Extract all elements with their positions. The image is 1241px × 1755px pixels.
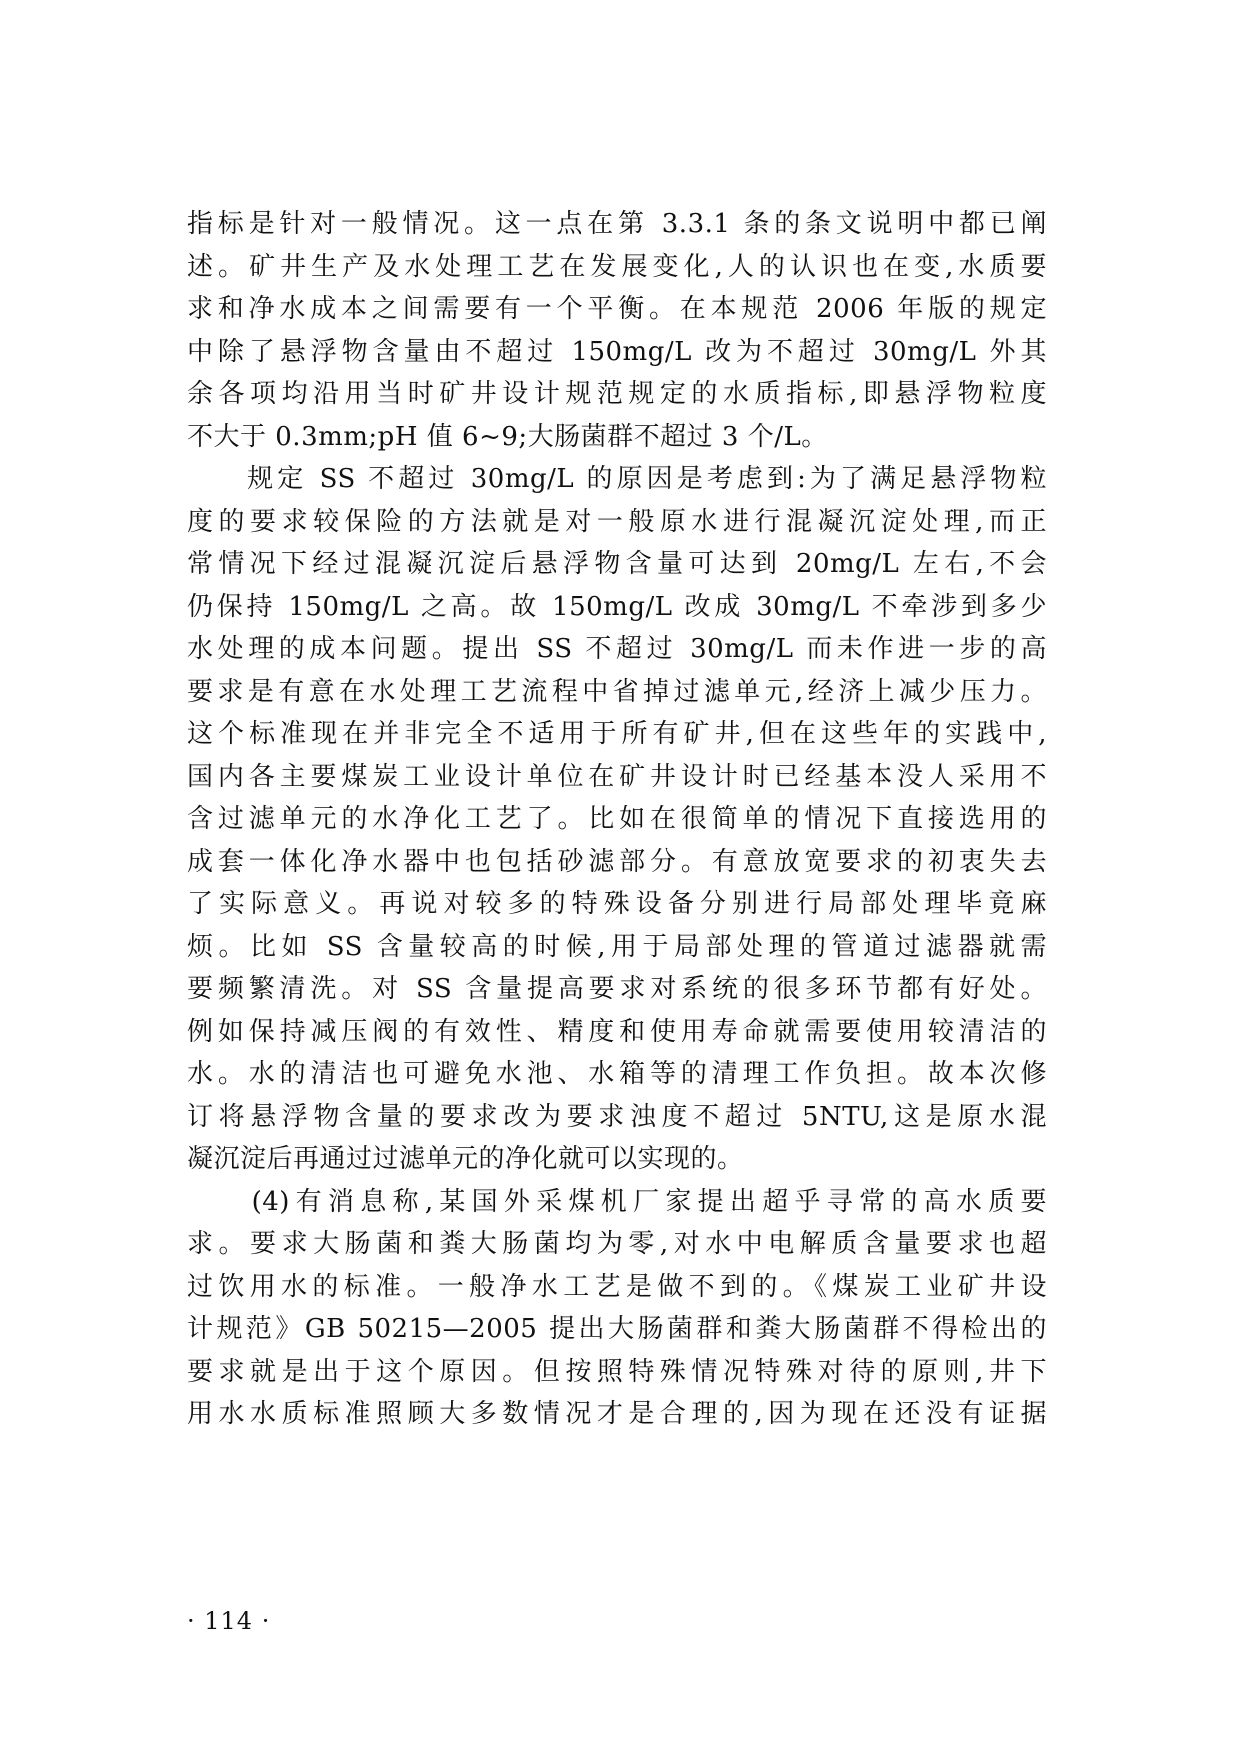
- text-line-1: 指标是针对一般情况。这一点在第 3.3.1 条的条文说明中都已阐: [187, 209, 1047, 239]
- text-line-15: 含过滤单元的水净化工艺了。比如在很简单的情况下直接选用的: [187, 804, 1047, 834]
- text-line-22: 订将悬浮物含量的要求改为要求浊度不超过 5NTU,这是原水混: [187, 1101, 1047, 1132]
- text-line-24: (4)有消息称,某国外采煤机厂家提出超乎寻常的高水质要: [187, 1186, 1047, 1217]
- text-line-27: 计规范》GB 50215—2005 提出大肠菌群和粪大肠菌群不得检出的: [187, 1314, 1047, 1344]
- text-line-11: 水处理的成本问题。提出 SS 不超过 30mg/L 而未作进一步的高: [187, 634, 1047, 664]
- text-line-3: 求和净水成本之间需要有一个平衡。在本规范 2006 年版的规定: [187, 294, 1047, 324]
- text-line-16: 成套一体化净水器中也包括砂滤部分。有意放宽要求的初衷失去: [187, 846, 1047, 877]
- text-line-6: 不大于 0.3mm;pH 值 6~9;大肠菌群不超过 3 个/L。: [187, 421, 828, 452]
- text-line-12: 要求是有意在水处理工艺流程中省掉过滤单元,经济上减少压力。: [187, 676, 1047, 707]
- text-line-28: 要求就是出于这个原因。但按照特殊情况特殊对待的原则,井下: [187, 1356, 1047, 1387]
- text-line-19: 要频繁清洗。对 SS 含量提高要求对系统的很多环节都有好处。: [187, 974, 1047, 1004]
- text-line-23: 凝沉淀后再通过过滤单元的净化就可以实现的。: [187, 1144, 744, 1174]
- text-line-14: 国内各主要煤炭工业设计单位在矿井设计时已经基本没人采用不: [187, 761, 1047, 792]
- text-line-10: 仍保持 150mg/L 之高。故 150mg/L 改成 30mg/L 不牵涉到多少: [187, 591, 1047, 622]
- text-line-8: 度的要求较保险的方法就是对一般原水进行混凝沉淀处理,而正: [187, 506, 1047, 537]
- text-line-18: 烦。比如 SS 含量较高的时候,用于局部处理的管道过滤器就需: [187, 931, 1047, 962]
- text-line-26: 过饮用水的标准。一般净水工艺是做不到的。《煤炭工业矿井设: [187, 1271, 1047, 1302]
- text-line-25: 求。要求大肠菌和粪大肠菌均为零,对水中电解质含量要求也超: [187, 1229, 1047, 1259]
- text-line-2: 述。矿井生产及水处理工艺在发展变化,人的认识也在变,水质要: [187, 251, 1047, 282]
- text-line-13: 这个标准现在并非完全不适用于所有矿井,但在这些年的实践中,: [187, 719, 1047, 749]
- text-line-7: 规定 SS 不超过 30mg/L 的原因是考虑到:为了满足悬浮物粒: [187, 464, 1047, 494]
- page-number: · 114 ·: [187, 1607, 271, 1635]
- text-line-5: 余各项均沿用当时矿井设计规范规定的水质指标,即悬浮物粒度: [187, 379, 1047, 409]
- text-line-9: 常情况下经过混凝沉淀后悬浮物含量可达到 20mg/L 左右,不会: [187, 549, 1047, 579]
- text-line-20: 例如保持减压阀的有效性、精度和使用寿命就需要使用较清洁的: [187, 1016, 1047, 1047]
- text-line-21: 水。水的清洁也可避免水池、水箱等的清理工作负担。故本次修: [187, 1059, 1047, 1089]
- body-text: [187, 203, 1047, 1436]
- text-line-17: 了实际意义。再说对较多的特殊设备分别进行局部处理毕竟麻: [187, 889, 1047, 919]
- text-line-29: 用水水质标准照顾大多数情况才是合理的,因为现在还没有证据: [187, 1399, 1047, 1429]
- text-line-4: 中除了悬浮物含量由不超过 150mg/L 改为不超过 30mg/L 外其: [187, 336, 1047, 367]
